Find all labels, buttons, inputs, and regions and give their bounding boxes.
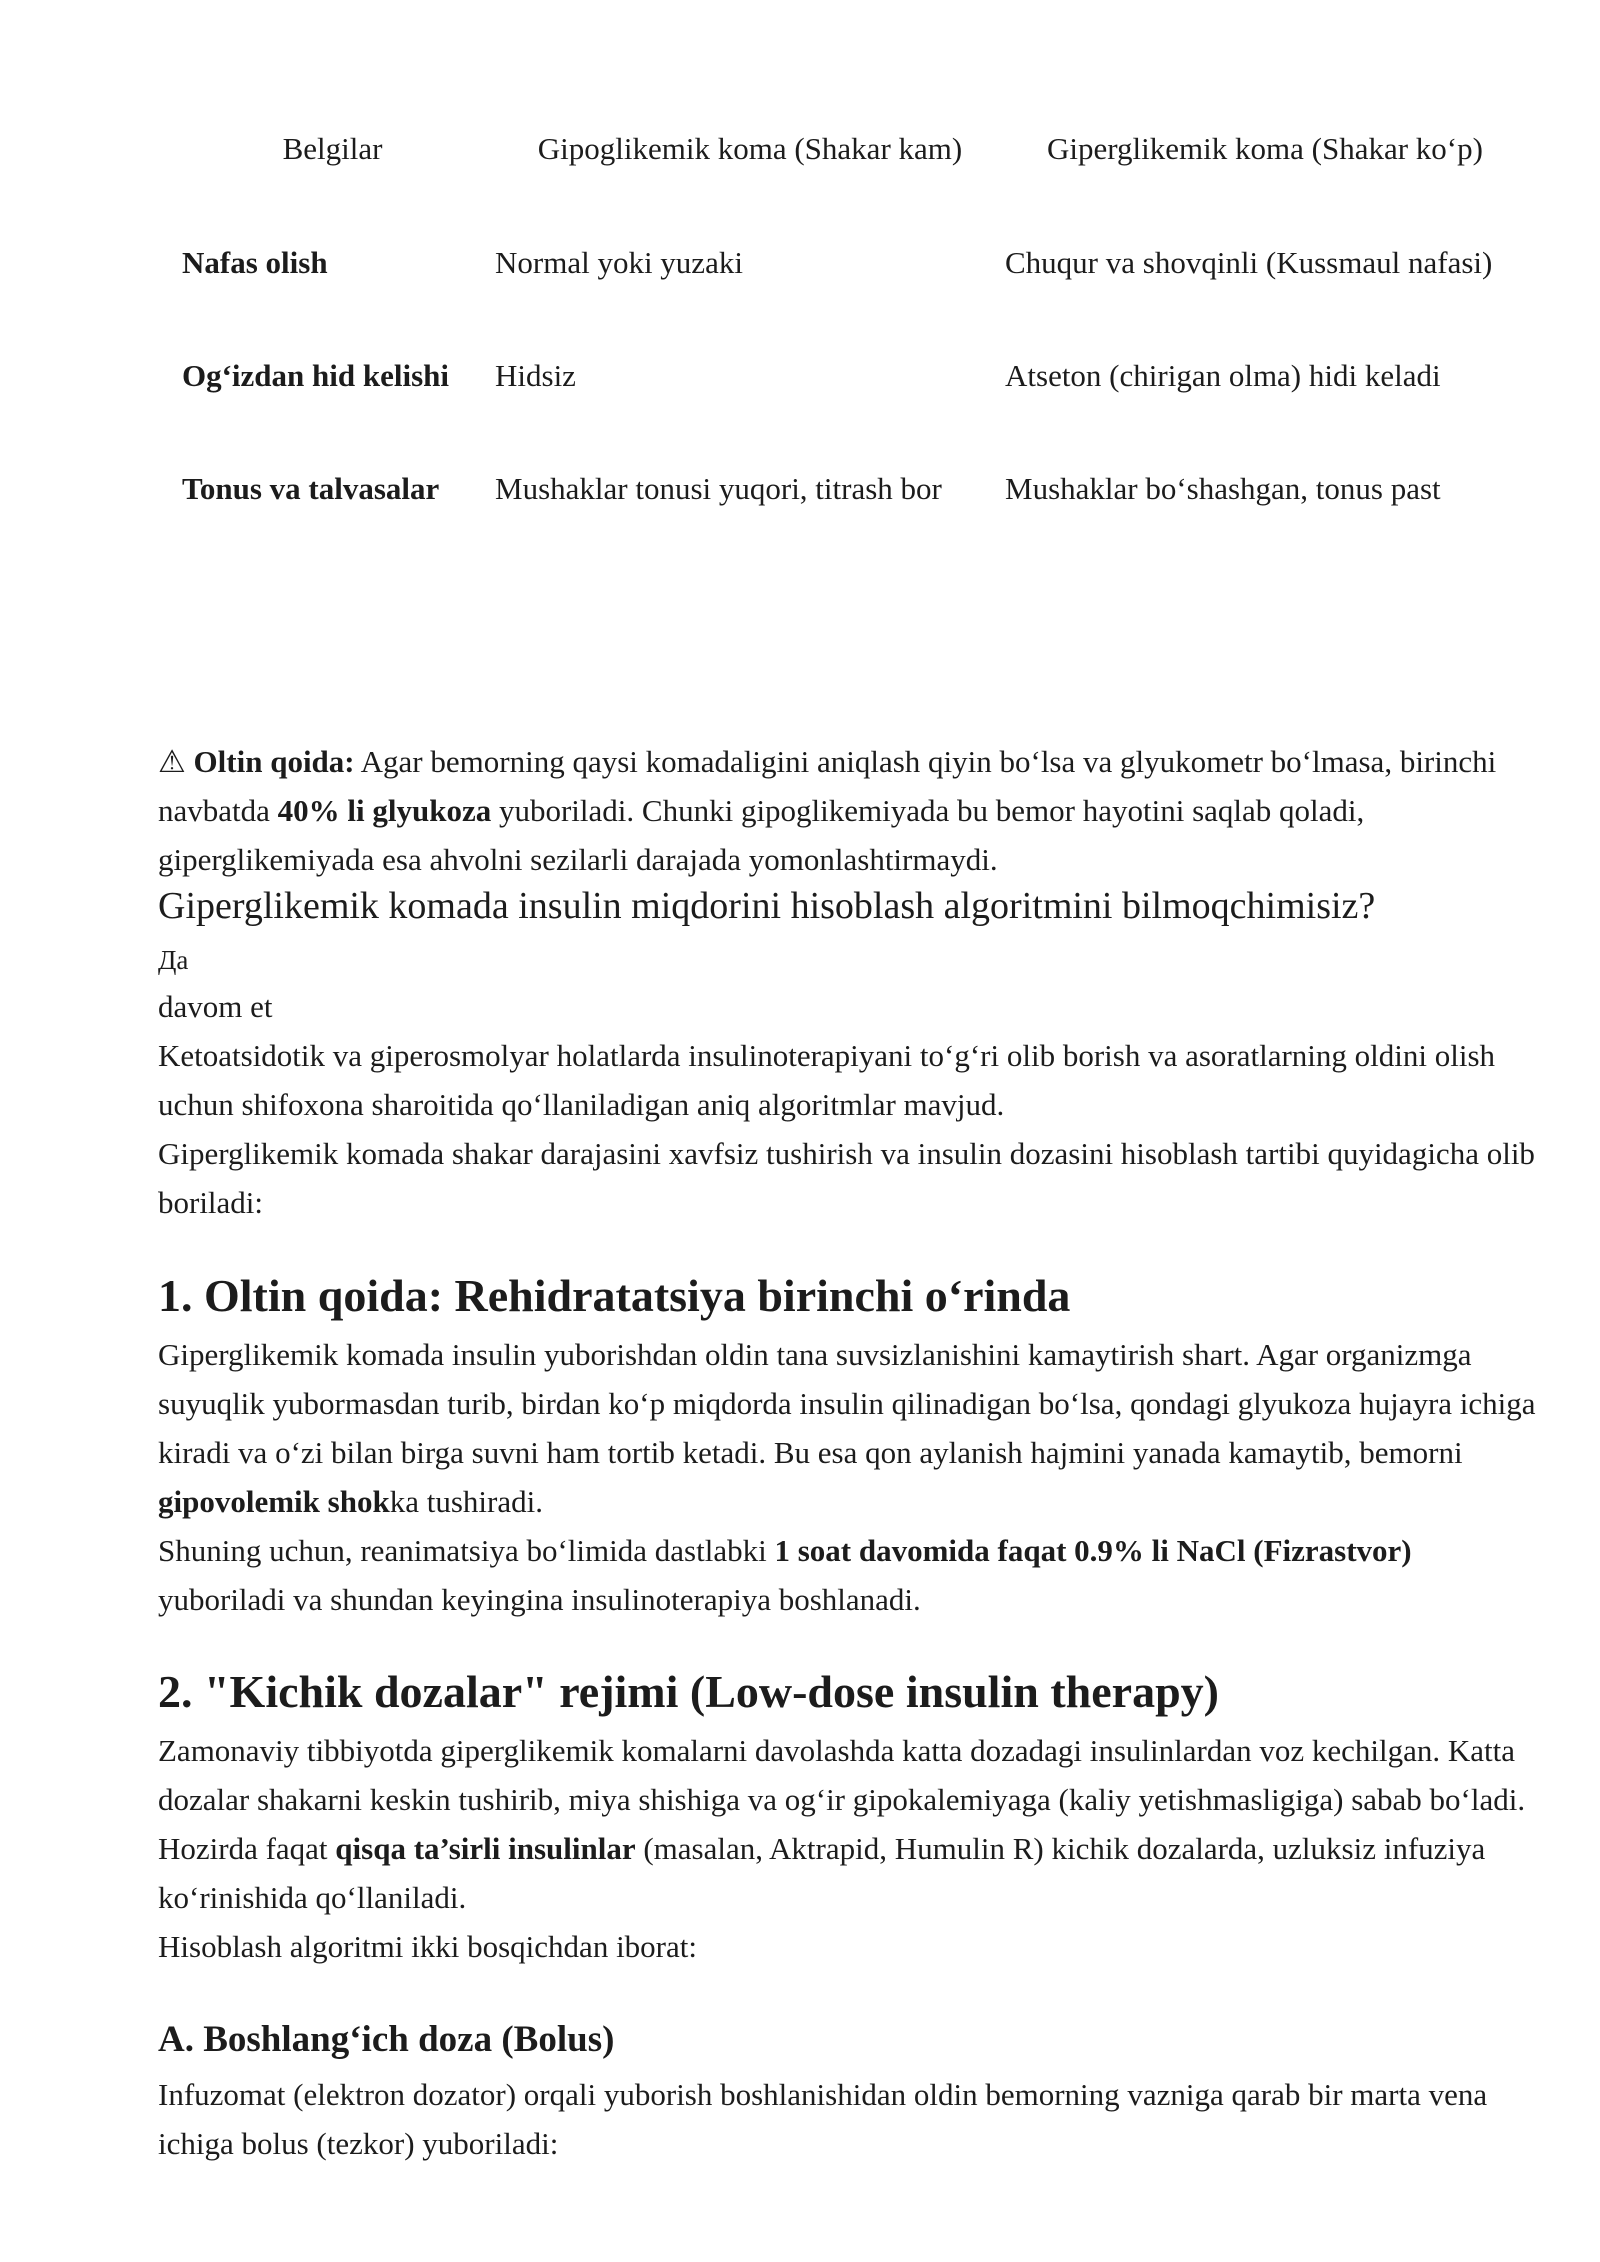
intro-paragraph: Ketoatsidotik va giperosmolyar holatlarda insulinoterapiyani to‘g‘ri olib borish va asoratlarning oldini olish uchun shifoxona sharoitida qo‘llaniladigan aniq algoritmlar mavjud. [158,1038,1496,1122]
paragraph-text: Zamonaviy tibbiyotda giperglikemik komalarni davolashda katta dozadagi insulinlardan voz kechilgan. Katta dozalar shakarni keskin tushirib, miya shishiga va og‘ir gipokalemiyaga (kaliy yetishmasligiga) sabab bo‘ladi. Hozirda faqat [158,1733,1526,1866]
hypo-cell: Hidsiz [495,358,576,393]
row-label: Tonus va talvasalar [182,471,440,506]
table-row [160,238,1540,287]
subsection-heading: A. Boshlang‘ich doza (Bolus) [158,2019,615,2060]
hyper-cell: Atseton (chirigan olma) hidi keladi [1005,358,1441,393]
bold-term: qisqa ta’sirli insulinlar [335,1831,636,1866]
row-label: Og‘izdan hid kelishi [182,358,450,393]
hyper-cell: Mushaklar bo‘shashgan, tonus past [1005,471,1441,506]
table-header-cell: Giperglikemik koma (Shakar ko‘p) [1047,131,1483,166]
table-header-row [160,124,1540,173]
rule-bold: 40% li glyukoza [277,793,492,828]
golden-rule-note [158,737,1538,884]
comparison-table [160,124,1540,513]
warning-icon: ⚠ [158,744,186,779]
section-heading: 1. Oltin qoida: Rehidratatsiya birinchi o‘rinda [158,1270,1071,1321]
row-label: Nafas olish [182,245,328,280]
section-paragraph [158,1526,1538,1624]
table-header-cell: Gipoglikemik koma (Shakar kam) [537,131,963,166]
question-text: Giperglikemik komada insulin miqdorini hisoblash algoritmini bilmoqchimisiz? [158,885,1376,927]
section-heading: 2. "Kichik dozalar" rejimi (Low-dose insulin therapy) [158,1666,1219,1717]
paragraph-text: Shuning uchun, reanimatsiya bo‘limida dastlabki [158,1533,775,1568]
hypo-cell: Normal yoki yuzaki [495,245,743,280]
section-paragraph: Infuzomat (elektron dozator) orqali yuborish boshlanishidan oldin bemorning vazniga qarab bir marta vena ichiga bolus (tezkor) yuboriladi: [158,2077,1488,2161]
rule-text: Agar bemorning qaysi komadaligini aniqlash qiyin bo‘lsa va glyukometr bo‘lmasa, birinchi navbatda [158,744,1497,828]
paragraph-text: (masalan, Aktrapid, Humulin R) kichik dozalarda, uzluksiz infuziya ko‘rinishida qo‘llaniladi. [158,1831,1486,1915]
hypo-cell: Mushaklar tonusi yuqori, titrash bor [495,471,942,506]
table-row [160,351,1540,400]
intro-paragraph: Giperglikemik komada shakar darajasini xavfsiz tushirish va insulin dozasini hisoblash tartibi quyidagicha olib boriladi: [158,1136,1535,1220]
section-paragraph: Hisoblash algoritmi ikki bosqichdan iborat: [158,1929,697,1964]
rule-label: Oltin qoida: [193,744,355,779]
paragraph-text: ka tushiradi. [389,1484,543,1519]
section-paragraph [158,1330,1538,1526]
paragraph-text: Giperglikemik komada insulin yuborishdan oldin tana suvsizlanishini kamaytirish shart. Agar organizmga suyuqlik yubormasdan turib, birdan ko‘p miqdorda insulin qilinadigan bo‘lsa, qondagi glyukoza hujayra ichiga kiradi va o‘zi bilan birga suvni ham tortib ketadi. Bu esa qon aylanish hajmini yanada kamaytib, bemorni [158,1337,1536,1470]
rule-text-end: yuboriladi. Chunki gipoglikemiyada bu bemor hayotini saqlab qoladi, giperglikemiyada esa ahvolni sezilarli darajada yomonlashtirmaydi. [158,793,1365,877]
paragraph-text: yuboriladi va shundan keyingina insulinoterapiya boshlanadi. [158,1582,921,1617]
answer-continue: davom et [158,989,273,1024]
answer-yes: Да [158,945,189,975]
hyper-cell: Chuqur va shovqinli (Kussmaul nafasi) [1005,245,1493,280]
bold-term: gipovolemik shok [158,1484,390,1519]
bold-term: 1 soat davomida faqat 0.9% li NaCl (Fizrastvor) [774,1533,1412,1568]
table-row [160,464,1540,513]
table-header-cell: Belgilar [282,131,383,166]
section-paragraph [158,1726,1538,1922]
